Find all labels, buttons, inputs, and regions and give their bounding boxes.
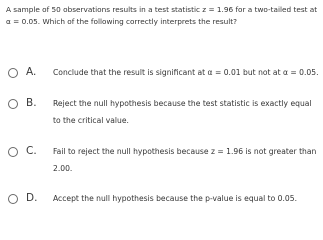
- radio-button-b[interactable]: [8, 99, 18, 109]
- option-letter-b: B.: [26, 97, 37, 109]
- option-letter-d: D.: [26, 192, 38, 204]
- option-text-d: Accept the null hypothesis because the p-value is equal to 0.05.: [53, 194, 297, 203]
- radio-button-d[interactable]: [8, 194, 18, 204]
- question-text: A sample of 50 observations results in a test statistic z = 1.96 for a two-tailed test at α = 0.05. Which of the following correctly interprets the result?: [6, 5, 318, 26]
- option-text-a: Conclude that the result is significant at α = 0.01 but not at α = 0.05.: [53, 68, 319, 77]
- option-b[interactable]: [8, 97, 320, 129]
- option-d[interactable]: [8, 192, 320, 207]
- option-c[interactable]: [8, 145, 320, 177]
- radio-button-a[interactable]: [8, 68, 18, 78]
- option-letter-a: A.: [26, 66, 37, 78]
- radio-button-c[interactable]: [8, 147, 18, 157]
- option-letter-c: C.: [26, 145, 37, 157]
- option-a[interactable]: [8, 66, 320, 81]
- option-text-b: Reject the null hypothesis because the test statistic is exactly equal to the critical value.: [53, 99, 312, 125]
- option-text-c: Fail to reject the null hypothesis because z = 1.96 is not greater than 2.00.: [53, 147, 317, 173]
